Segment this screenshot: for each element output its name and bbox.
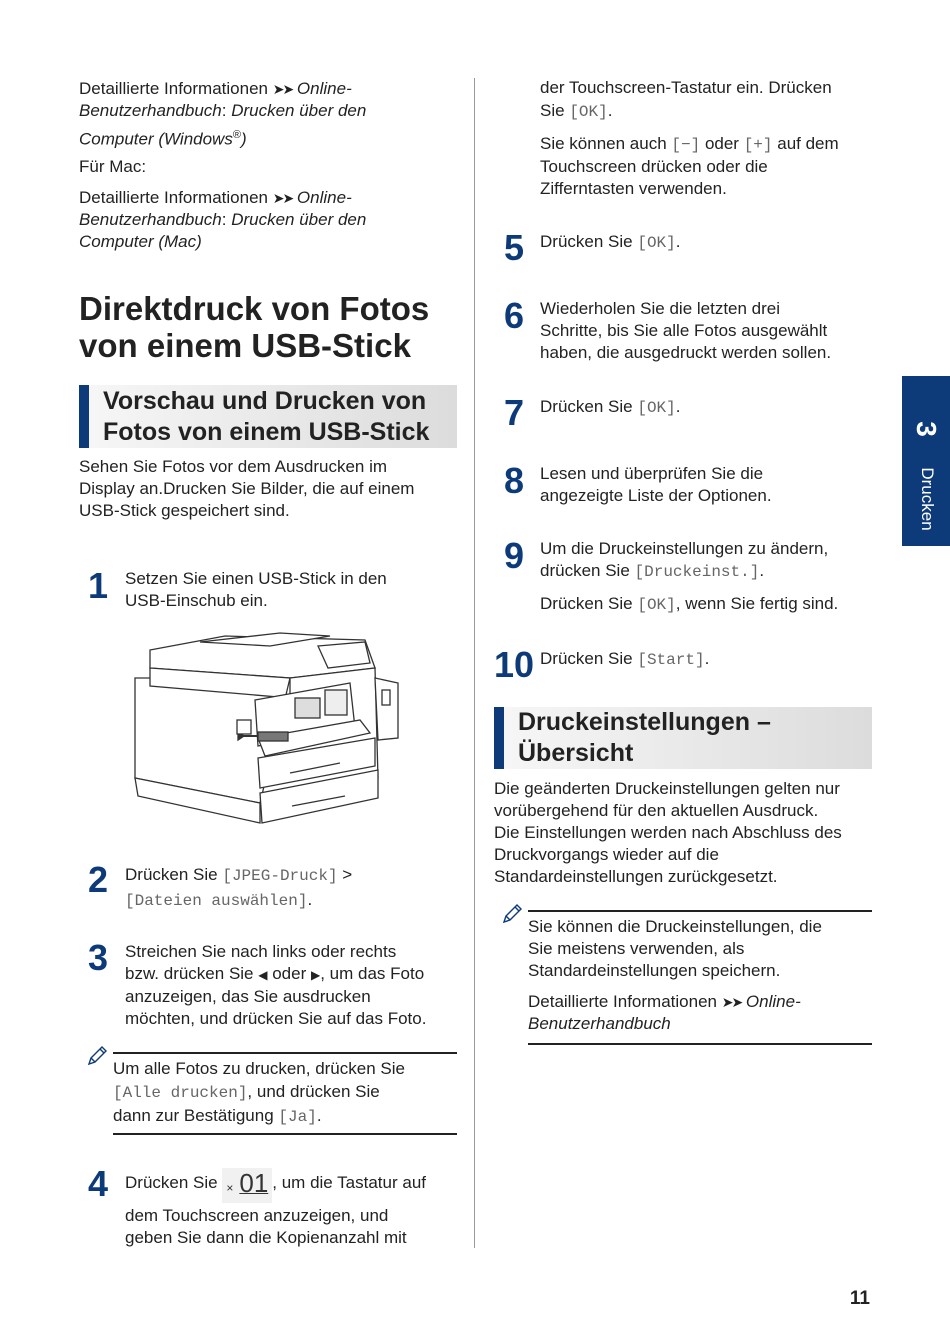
key-ja: [Ja]	[278, 1108, 317, 1126]
intro-mac-label: Für Mac:	[79, 157, 147, 176]
step-text: Drücken Sie [OK].	[540, 397, 681, 417]
note-top-rule	[528, 910, 872, 912]
step-number: 5	[504, 227, 525, 268]
page-title: Direktdruck von Fotos von einem USB-Stick	[79, 290, 430, 364]
step-text: Streichen Sie nach links oder rechts bzw. drücken Sie ◀ oder ▶, um das Foto anzuzeigen, das Sie ausdrucken möchten, und drücken Sie auf das Foto.	[125, 942, 427, 1028]
step-number: 8	[504, 460, 525, 501]
column-divider	[474, 78, 475, 1248]
right-triangle-icon: ▶	[310, 968, 321, 982]
step-text: Drücken Sie × 01 , um die Tastatur auf dem Touchscreen anzuzeigen, und geben Sie dann die Kopienanzahl mit	[125, 1168, 426, 1247]
double-arrow-icon: ➤➤	[272, 81, 293, 97]
pencil-icon	[86, 1045, 108, 1067]
key-plus: [+]	[743, 136, 773, 154]
note-bottom-rule	[113, 1133, 457, 1135]
step-text: Drücken Sie [OK].	[540, 232, 681, 252]
double-arrow-icon: ➤➤	[272, 190, 293, 206]
step-text: Drücken Sie [JPEG-Druck] > [Dateien auswählen].	[125, 865, 353, 910]
step-text: Setzen Sie einen USB-Stick in den USB-Einschub ein.	[125, 569, 387, 610]
key-jpeg-druck: [JPEG-Druck]	[222, 867, 338, 885]
key-druckeinst: [Druckeinst.]	[634, 563, 760, 581]
chapter-label: Drucken	[918, 467, 937, 531]
note-text: Um alle Fotos zu drucken, drücken Sie [Alle drucken], und drücken Sie dann zur Bestätigung [Ja].	[113, 1059, 405, 1126]
step-text: Um die Druckeinstellungen zu ändern, drücken Sie [Druckeinst.]. Drücken Sie [OK], wenn Sie fertig sind.	[540, 539, 839, 614]
key-start: [Start]	[637, 651, 705, 669]
intro-mac-ref: Detaillierte Informationen ➤➤ Online- Benutzerhandbuch: Drucken über den Computer (Mac)	[79, 188, 367, 251]
step-text: Wiederholen Sie die letzten drei Schritte, bis Sie alle Fotos ausgewählt haben, die ausgedruckt werden sollen.	[540, 299, 832, 362]
key-dateien-auswaehlen: [Dateien auswählen]	[125, 892, 308, 910]
step-text: Lesen und überprüfen Sie die angezeigte Liste der Optionen.	[540, 464, 772, 505]
step-number: 3	[88, 937, 109, 978]
key-minus: [−]	[671, 136, 701, 154]
double-arrow-icon: ➤➤	[721, 994, 742, 1010]
note-bottom-rule	[528, 1043, 872, 1045]
step-number: 4	[88, 1163, 109, 1204]
key-ok: [OK]	[637, 399, 676, 417]
left-triangle-icon: ◀	[258, 968, 268, 982]
section-heading-preview: Vorschau und Drucken von Fotos von einem USB-Stick	[79, 385, 457, 448]
step-number: 1	[88, 565, 109, 606]
step-number: 9	[504, 535, 525, 576]
intro-windows-ref: Detaillierte Informationen ➤➤ Online- Benutzerhandbuch: Drucken über den Computer (Windows®)	[79, 79, 367, 149]
section-description: Sehen Sie Fotos vor dem Ausdrucken im Display an.Drucken Sie Bilder, die auf einem USB-Stick gespeichert sind.	[79, 457, 415, 520]
key-ok: [OK]	[637, 596, 676, 614]
chapter-number: 3	[911, 421, 942, 437]
key-ok: [OK]	[569, 103, 608, 121]
copies-key: × 01	[222, 1168, 272, 1203]
note-top-rule	[113, 1052, 457, 1054]
page-number: 11	[849, 1288, 870, 1309]
step-number: 10	[494, 644, 535, 685]
step-number: 2	[88, 859, 109, 900]
step-text: der Touchscreen-Tastatur ein. Drücken Sie [OK]. Sie können auch [−] oder [+] auf dem Touchscreen drücken oder die Zifferntasten verwenden.	[540, 78, 839, 198]
step-text: Drücken Sie [Start].	[540, 649, 710, 669]
note-text: Sie können die Druckeinstellungen, die Sie meistens verwenden, als Standardeinstellungen speichern. Detaillierte Informationen ➤➤ Online- Benutzerhandbuch	[528, 917, 822, 1033]
printer-illustration	[130, 628, 400, 833]
step-number: 7	[504, 392, 525, 433]
pencil-icon	[501, 903, 523, 925]
section-heading-print-settings: Druckeinstellungen – Übersicht	[494, 707, 872, 769]
section-description: Die geänderten Druckeinstellungen gelten nur vorübergehend für den aktuellen Ausdruck. Die Einstellungen werden nach Abschluss des Druckvorgangs wieder auf die Standardeinstellungen zurückgesetzt.	[494, 779, 842, 886]
key-ok: [OK]	[637, 234, 676, 252]
step-number: 6	[504, 295, 525, 336]
key-alle-drucken: [Alle drucken]	[113, 1084, 248, 1102]
